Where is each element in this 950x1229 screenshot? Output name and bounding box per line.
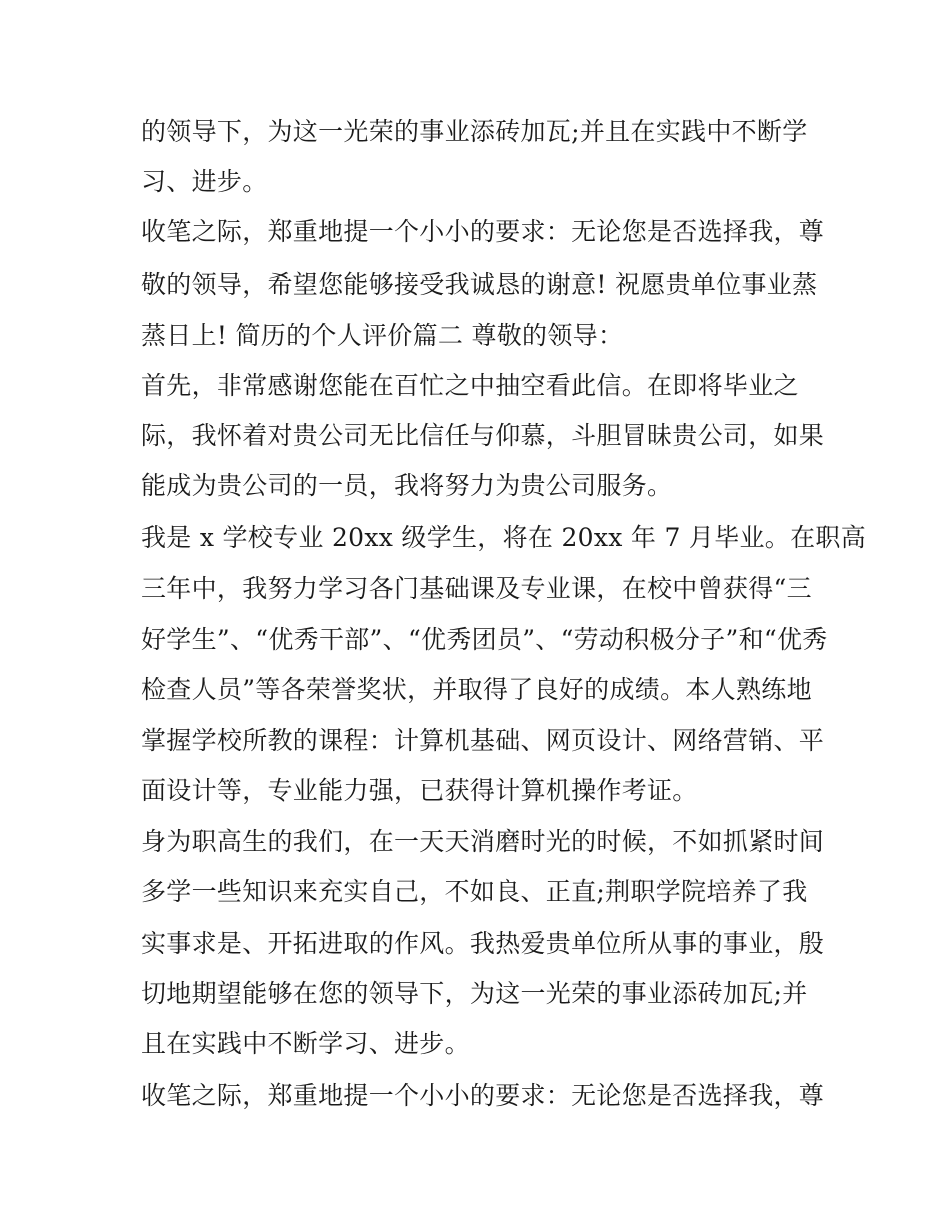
text-line: 且在实践中不断学习、进步。 [141,1029,470,1058]
text-line: 好学生”、“优秀干部”、“优秀团员”、“劳动积极分子”和“优秀 [141,625,828,654]
text-line: 蒸日上! 简历的个人评价篇二 尊敬的领导： [141,321,624,350]
text-line: 际，我怀着对贵公司无比信任与仰慕，斗胆冒昧贵公司，如果 [141,421,825,450]
text-line: 多学一些知识来充实自己，不如良、正直;荆职学院培养了我 [141,877,808,906]
text-line: 身为职高生的我们，在一天天消磨时光的时候，不如抓紧时间 [141,827,825,856]
text-line: 收笔之际，郑重地提一个小小的要求：无论您是否选择我，尊 [141,1081,825,1110]
text-line: 习、进步。 [141,167,268,196]
text-line: 掌握学校所教的课程：计算机基础、网页设计、网络营销、平 [141,726,825,755]
text-line: 面设计等，专业能力强，已获得计算机操作考证。 [141,776,698,805]
text-line: 收笔之际，郑重地提一个小小的要求：无论您是否选择我，尊 [141,217,825,246]
text-line: 的领导下，为这一光荣的事业添砖加瓦;并且在实践中不断学 [141,117,808,146]
text-line: 三年中，我努力学习各门基础课及专业课，在校中曾获得“三 [141,574,812,603]
text-line: 检查人员”等各荣誉奖状，并取得了良好的成绩。本人熟练地 [141,675,812,704]
text-line: 敬的领导，希望您能够接受我诚恳的谢意! 祝愿贵单位事业蒸 [141,270,818,299]
text-line: 首先，非常感谢您能在百忙之中抽空看此信。在即将毕业之 [141,371,799,400]
text-line: 我是 x 学校专业 20xx 级学生，将在 20xx 年 7 月毕业。在职高 [141,523,866,552]
text-line: 能成为贵公司的一员，我将努力为贵公司服务。 [141,471,673,500]
text-line: 实事求是、开拓进取的作风。我热爱贵单位所从事的事业，殷 [141,929,825,958]
text-line: 切地期望能够在您的领导下，为这一光荣的事业添砖加瓦;并 [141,979,808,1008]
